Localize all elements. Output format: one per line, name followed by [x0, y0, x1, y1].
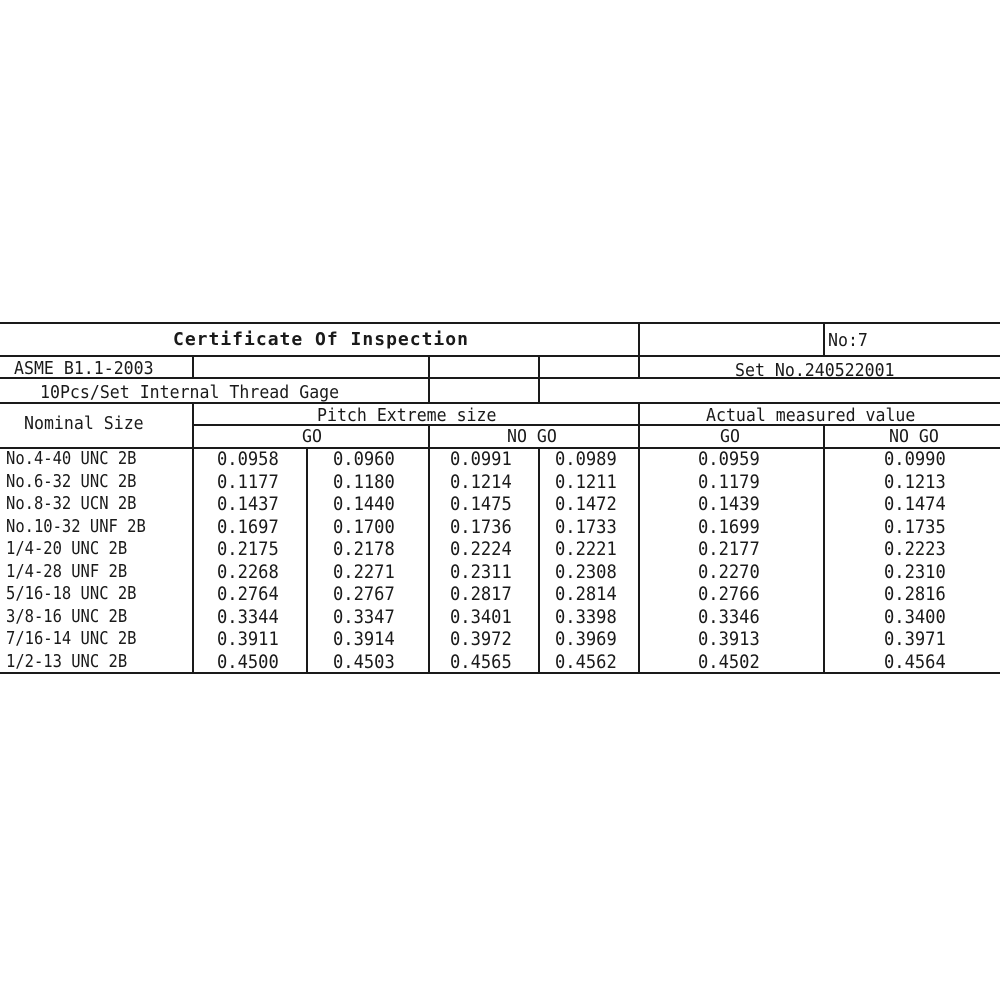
pitch-nogo-b-cell: 0.0989 — [555, 448, 617, 470]
nominal-size-cell: 7/16-14 UNC 2B — [6, 628, 137, 649]
gage-description: 10Pcs/Set Internal Thread Gage — [40, 382, 340, 403]
pitch-nogo-a-cell: 0.2817 — [450, 583, 512, 605]
nominal-size-cell: 1/2-13 UNC 2B — [6, 650, 128, 672]
nominal-size-cell: 1/4-20 UNC 2B — [6, 538, 128, 559]
actual-go-cell: 0.1179 — [698, 470, 760, 493]
pitch-nogo-a-cell: 0.3401 — [450, 605, 512, 628]
pitch-nogo-b-cell: 0.4562 — [555, 650, 617, 673]
pitch-go-max-cell: 0.2767 — [333, 583, 395, 605]
actual-nogo-cell: 0.2223 — [884, 538, 946, 560]
pitch-nogo-b-cell: 0.3969 — [555, 628, 617, 650]
pitch-go-max-cell: 0.2271 — [333, 560, 395, 583]
pitch-go-min-cell: 0.3344 — [217, 605, 279, 628]
pitch-go-min-cell: 0.1177 — [217, 470, 279, 493]
actual-nogo-cell: 0.3971 — [884, 628, 946, 650]
nominal-size-cell: No.10-32 UNF 2B — [6, 515, 146, 537]
actual-go-cell: 0.3913 — [698, 628, 760, 650]
nominal-size-cell: No.8-32 UCN 2B — [6, 493, 137, 514]
pitch-nogo-a-cell: 0.2311 — [450, 560, 512, 583]
pitch-extreme-header: Pitch Extreme size — [317, 405, 497, 426]
pitch-go-max-cell: 0.1440 — [333, 493, 395, 515]
pitch-go-header: GO — [302, 426, 322, 447]
pitch-nogo-a-cell: 0.1736 — [450, 515, 512, 538]
pitch-nogo-b-cell: 0.2308 — [555, 560, 617, 583]
pitch-nogo-a-cell: 0.3972 — [450, 628, 512, 650]
pitch-go-min-cell: 0.2175 — [217, 538, 279, 560]
pitch-go-min-cell: 0.3911 — [217, 628, 279, 650]
actual-nogo-cell: 0.0990 — [884, 448, 946, 470]
pitch-go-max-cell: 0.0960 — [333, 448, 395, 470]
pitch-nogo-a-cell: 0.2224 — [450, 538, 512, 560]
actual-go-header: GO — [720, 426, 740, 447]
pitch-nogo-b-cell: 0.3398 — [555, 605, 617, 628]
actual-go-cell: 0.0959 — [698, 448, 760, 470]
certificate-number: No:7 — [828, 330, 868, 351]
nominal-size-cell: 1/4-28 UNF 2B — [6, 560, 128, 582]
actual-go-cell: 0.1439 — [698, 493, 760, 515]
nominal-size-cell: No.6-32 UNC 2B — [6, 470, 137, 492]
actual-nogo-cell: 0.3400 — [884, 605, 946, 628]
nominal-size-cell: No.4-40 UNC 2B — [6, 448, 137, 469]
pitch-go-min-cell: 0.0958 — [217, 448, 279, 470]
pitch-go-min-cell: 0.1437 — [217, 493, 279, 515]
pitch-nogo-b-cell: 0.1472 — [555, 493, 617, 515]
pitch-nogo-b-cell: 0.1733 — [555, 515, 617, 538]
actual-nogo-cell: 0.2816 — [884, 583, 946, 605]
pitch-go-max-cell: 0.3347 — [333, 605, 395, 628]
nominal-size-header: Nominal Size — [24, 413, 144, 434]
inspection-certificate — [0, 320, 1000, 680]
pitch-nogo-header: NO GO — [507, 426, 557, 447]
nominal-size-cell: 5/16-18 UNC 2B — [6, 583, 137, 604]
actual-go-cell: 0.2766 — [698, 583, 760, 605]
pitch-go-min-cell: 0.1697 — [217, 515, 279, 538]
actual-nogo-cell: 0.4564 — [884, 650, 946, 673]
pitch-nogo-a-cell: 0.0991 — [450, 448, 512, 470]
actual-nogo-cell: 0.1213 — [884, 470, 946, 493]
pitch-go-max-cell: 0.4503 — [333, 650, 395, 673]
pitch-go-min-cell: 0.2268 — [217, 560, 279, 583]
pitch-nogo-a-cell: 0.4565 — [450, 650, 512, 673]
pitch-nogo-b-cell: 0.2814 — [555, 583, 617, 605]
pitch-nogo-b-cell: 0.1211 — [555, 470, 617, 493]
pitch-go-min-cell: 0.4500 — [217, 650, 279, 673]
pitch-go-max-cell: 0.2178 — [333, 538, 395, 560]
standard-reference: ASME B1.1-2003 — [14, 358, 154, 379]
pitch-nogo-a-cell: 0.1475 — [450, 493, 512, 515]
actual-nogo-cell: 0.2310 — [884, 560, 946, 583]
actual-go-cell: 0.1699 — [698, 515, 760, 538]
pitch-go-max-cell: 0.1700 — [333, 515, 395, 538]
actual-nogo-cell: 0.1474 — [884, 493, 946, 515]
pitch-nogo-b-cell: 0.2221 — [555, 538, 617, 560]
set-number: Set No.240522001 — [735, 360, 895, 381]
actual-measured-header: Actual measured value — [706, 405, 916, 426]
pitch-go-min-cell: 0.2764 — [217, 583, 279, 605]
actual-nogo-header: NO GO — [889, 426, 939, 447]
actual-go-cell: 0.3346 — [698, 605, 760, 628]
pitch-nogo-a-cell: 0.1214 — [450, 470, 512, 493]
certificate-title: Certificate Of Inspection — [173, 329, 469, 350]
pitch-go-max-cell: 0.3914 — [333, 628, 395, 650]
actual-nogo-cell: 0.1735 — [884, 515, 946, 538]
actual-go-cell: 0.2177 — [698, 538, 760, 560]
nominal-size-cell: 3/8-16 UNC 2B — [6, 605, 128, 627]
actual-go-cell: 0.2270 — [698, 560, 760, 583]
actual-go-cell: 0.4502 — [698, 650, 760, 673]
pitch-go-max-cell: 0.1180 — [333, 470, 395, 493]
